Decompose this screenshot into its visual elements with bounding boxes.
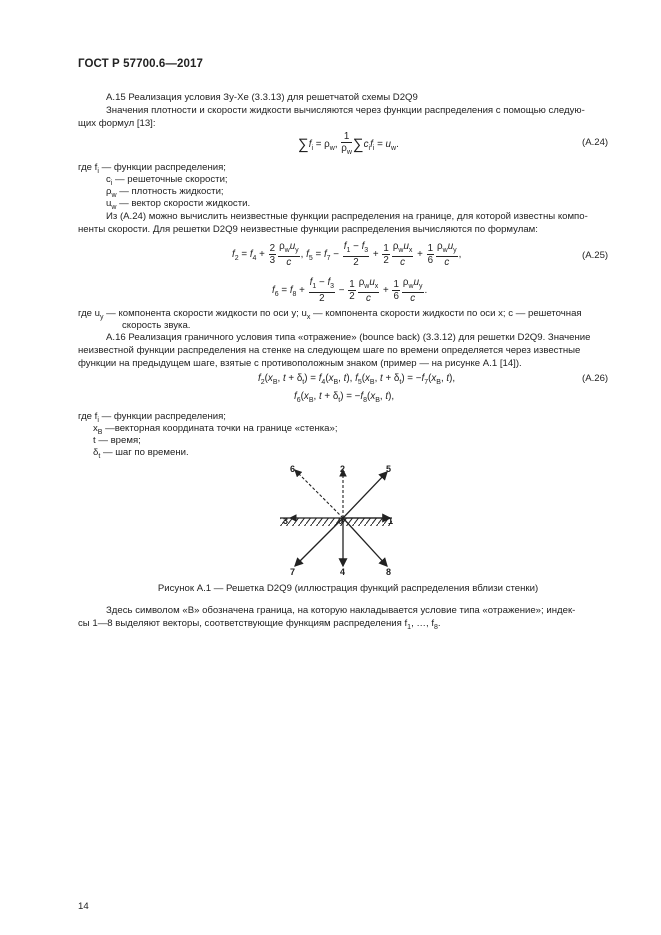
closing-line1: Здесь символом «B» обозначена граница, на которую накладывается условие типа «отражение»; индек- [106,605,576,616]
equation-a26-line1: $f_2(x_B$, $t + \delta_t) = f_4(x_B$, t), $f_5(x_B$, $t + \delta_t) = -f_7(x_B$, t), [258,373,456,386]
equation-a24-number: (А.24) [582,137,609,148]
page-number: 14 [78,901,89,912]
where-u-definition: $u_w$ — вектор скорости жидкости. [106,198,251,211]
label-1: 1 [388,516,394,526]
equation-a24: $\sum f_i = \rho_w$, $\frac{1}{\rho_w}$ $\sum c_if_i = u_w$. [298,131,399,156]
label-0: 0 [338,516,344,526]
label-5: 5 [386,464,392,474]
document-header: ГОСТ Р 57700.6—2017 [78,58,203,70]
a16-line3: функции на предыдущем шаге, взятые с противоположным знаком (пример — на рисунке А.1 [14]). [78,358,522,369]
label-8: 8 [386,567,392,577]
where-c-definition: $c_i$ — решеточные скорости; [106,174,228,187]
vector-6 [295,470,343,518]
a16-where-x: $x_B$ —векторная координата точки на границе «стенка»; [93,423,338,436]
where-f-definition: где $f_i$ — функции распределения; [78,162,226,175]
a15-from-line1: Из (А.24) можно вычислить неизвестные функции распределения на границе, для которой известны компо- [106,211,588,222]
label-7: 7 [290,567,296,577]
a16-line1: А.16 Реализация граничного условия типа «отражение» (bounce back) (3.3.12) для решетки D2Q9. Значение [106,332,591,343]
vector-5 [343,472,387,518]
d2q9-lattice-figure [270,460,420,580]
label-4: 4 [340,567,346,577]
a15-from-line2: ненты скорости. Для решетки D2Q9 неизвестные функции распределения вычисляются по формулам: [78,224,538,235]
a16-where-f: где $f_i$ — функции распределения; [78,411,226,424]
equation-a25-line2: $f_6 = f_8$ + $\frac{f_1 - f_3}{2}$ − $\frac{1}{2}$ $\frac{\rho_wu_x}{c}$ + $\frac{1}{6}$ $\frac{\rho_wu_y}{c}$ . [272,277,428,304]
label-6: 6 [290,464,296,474]
where-uy-line2: скорость звука. [122,320,191,331]
section-a15-title: А.15 Реализация условия Зу-Хе (3.3.13) для решетчатой схемы D2Q9 [106,92,418,103]
equation-a25-line1: $f_2 = f_4$ + $\frac{2}{3}$ $\frac{\rho_wu_y}{c}$ , $f_5 = f_7$ − $\frac{f_1 - f_3}{2}$ + $\frac{1}{2}$ $\frac{\rho_wu_x}{c}$ + $\frac{1}{6}$ $\frac{\rho_wu_y}{c}$ , [232,241,462,268]
figure-caption: Рисунок А.1 — Решетка D2Q9 (иллюстрация функций распределения вблизи стенки) [157,583,539,594]
where-uy-line1: где $u_y$ — компонента скорости жидкости по оси y; $u_x$ — компонента скорости жидкости по оси x; c — решеточная [78,308,582,321]
a16-where-t: t — время; [93,435,141,446]
a15-intro-line1: Значения плотности и скорости жидкости вычисляются через функции распределения с помощью следую- [106,105,585,116]
label-2: 2 [340,464,346,474]
closing-line2: сы 1—8 выделяют векторы, соответствующие функциям распределения $f_1$, …, $f_8$. [78,618,441,631]
equation-a26-line2: $f_6(x_B$, $t + \delta_t) = -f_8(x_B$, t), [294,391,395,404]
equation-a26-number: (А.26) [582,373,609,384]
label-3: 3 [283,516,289,526]
a15-intro-line2: щих формул [13]: [78,118,156,129]
where-rho-definition: $\rho_w$ — плотность жидкости; [106,186,224,199]
a16-line2: неизвестной функции распределения на стенке на следующем шаге по времени определяется через известные [78,345,581,356]
a16-where-dt: $\delta_t$ — шаг по времени. [93,447,189,460]
equation-a25-number: (А.25) [582,250,609,261]
